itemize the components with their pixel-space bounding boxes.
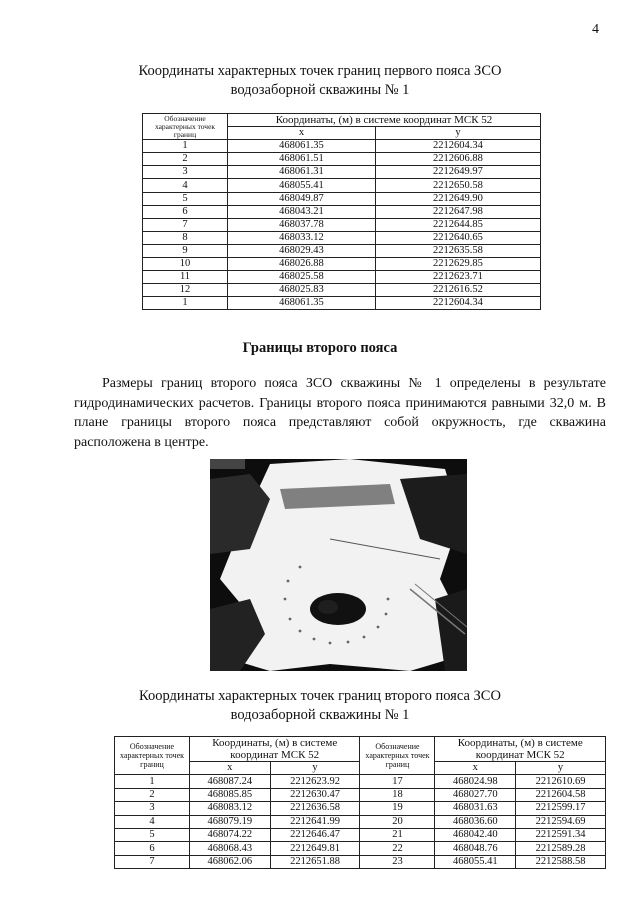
coord-x: 468061.31 — [228, 166, 376, 179]
coord-y: 2212606.88 — [375, 153, 540, 166]
coord-x: 468036.60 — [435, 815, 516, 828]
table-row — [115, 842, 606, 855]
coord-y: 2212635.58 — [375, 244, 540, 257]
point-number: 2 — [115, 788, 190, 801]
table2-header-y-left: у — [270, 762, 360, 775]
site-photo-graphic — [210, 459, 467, 671]
table1-header-x: х — [228, 127, 376, 140]
point-number: 1 — [143, 297, 228, 310]
point-number: 21 — [360, 828, 435, 841]
table-row — [143, 166, 541, 179]
table-row — [143, 153, 541, 166]
coord-x: 468087.24 — [190, 775, 271, 788]
point-number: 10 — [143, 258, 228, 271]
coord-y: 2212649.90 — [375, 192, 540, 205]
coord-x: 468079.19 — [190, 815, 271, 828]
point-number: 4 — [143, 179, 228, 192]
point-number: 17 — [360, 775, 435, 788]
table-row — [115, 815, 606, 828]
coord-x: 468027.70 — [435, 788, 516, 801]
point-number: 18 — [360, 788, 435, 801]
coord-x: 468049.87 — [228, 192, 376, 205]
coord-x: 468033.12 — [228, 231, 376, 244]
coord-y: 2212649.97 — [375, 166, 540, 179]
point-number: 7 — [115, 855, 190, 868]
section2-paragraph — [74, 374, 606, 452]
coord-y: 2212604.34 — [375, 297, 540, 310]
coord-x: 468055.41 — [228, 179, 376, 192]
coord-y: 2212651.88 — [270, 855, 360, 868]
point-number: 23 — [360, 855, 435, 868]
point-number: 6 — [115, 842, 190, 855]
point-number: 1 — [115, 775, 190, 788]
table-row — [115, 775, 606, 788]
site-aerial-photo — [210, 459, 467, 671]
table-row — [143, 192, 541, 205]
point-number: 5 — [143, 192, 228, 205]
table-row — [143, 179, 541, 192]
coord-x: 468061.51 — [228, 153, 376, 166]
coord-y: 2212641.99 — [270, 815, 360, 828]
coord-x: 468083.12 — [190, 802, 271, 815]
point-number: 9 — [143, 244, 228, 257]
table-row — [143, 258, 541, 271]
coord-y: 2212588.58 — [516, 855, 606, 868]
table1-caption-line1: Координаты характерных точек границ первого пояса ЗСО — [138, 63, 502, 79]
table2-caption-line1: Координаты характерных точек границ второго пояса ЗСО — [139, 688, 501, 704]
table1-header-coords: Координаты, (м) в системе координат МСК 52 — [228, 114, 541, 127]
coord-x: 468061.35 — [228, 140, 376, 153]
coord-x: 468068.43 — [190, 842, 271, 855]
table2-header-coords-right: Координаты, (м) в системе координат МСК 52 — [435, 737, 606, 762]
coord-y: 2212591.34 — [516, 828, 606, 841]
point-number: 1 — [143, 140, 228, 153]
table2-header-x-left: х — [190, 762, 271, 775]
coord-y: 2212650.58 — [375, 179, 540, 192]
coord-y: 2212599.17 — [516, 802, 606, 815]
coord-y: 2212616.52 — [375, 284, 540, 297]
coord-y: 2212649.81 — [270, 842, 360, 855]
coord-x: 468037.78 — [228, 218, 376, 231]
table2-header-coords-left: Координаты, (м) в системе координат МСК 52 — [190, 737, 360, 762]
coord-y: 2212589.28 — [516, 842, 606, 855]
coord-y: 2212604.58 — [516, 788, 606, 801]
coord-x: 468048.76 — [435, 842, 516, 855]
point-number: 20 — [360, 815, 435, 828]
table-row — [143, 140, 541, 153]
coord-y: 2212640.65 — [375, 231, 540, 244]
table1-caption — [0, 62, 640, 100]
coord-x: 468031.63 — [435, 802, 516, 815]
point-number: 22 — [360, 842, 435, 855]
page-number: 4 — [592, 22, 599, 37]
coord-x: 468043.21 — [228, 205, 376, 218]
coord-x: 468061.35 — [228, 297, 376, 310]
table-row — [143, 231, 541, 244]
coord-y: 2212646.47 — [270, 828, 360, 841]
coord-y: 2212629.85 — [375, 258, 540, 271]
table2-header-x-right: х — [435, 762, 516, 775]
table2-header-point-right: Обозначение характерных точек границ — [360, 737, 435, 775]
coord-y: 2212636.58 — [270, 802, 360, 815]
coord-x: 468025.83 — [228, 284, 376, 297]
coord-x: 468062.06 — [190, 855, 271, 868]
point-number: 2 — [143, 153, 228, 166]
coord-y: 2212623.92 — [270, 775, 360, 788]
point-number: 8 — [143, 231, 228, 244]
table-row — [115, 802, 606, 815]
coord-x: 468025.58 — [228, 271, 376, 284]
coord-y: 2212644.85 — [375, 218, 540, 231]
section2-paragraph-text: Размеры границ второго пояса ЗСО скважины № 1 определены в результате гидродинамических расчетов. Границы второго пояса принимаются равными 32,0 м. В плане границы второго пояса представляют собой окружность, где скважина расположена в центре. — [74, 376, 606, 450]
point-number: 12 — [143, 284, 228, 297]
coord-x: 468055.41 — [435, 855, 516, 868]
table-row — [143, 271, 541, 284]
coord-x: 468074.22 — [190, 828, 271, 841]
table2-header-y-right: у — [516, 762, 606, 775]
table-row — [115, 828, 606, 841]
coord-y: 2212630.47 — [270, 788, 360, 801]
zone2-coordinates-table — [114, 736, 606, 869]
point-number: 6 — [143, 205, 228, 218]
section2-heading: Границы второго пояса — [242, 340, 398, 356]
point-number: 5 — [115, 828, 190, 841]
point-number: 4 — [115, 815, 190, 828]
coord-x: 468085.85 — [190, 788, 271, 801]
coord-x: 468026.88 — [228, 258, 376, 271]
coord-y: 2212623.71 — [375, 271, 540, 284]
coord-y: 2212647.98 — [375, 205, 540, 218]
coord-x: 468029.43 — [228, 244, 376, 257]
coord-y: 2212594.69 — [516, 815, 606, 828]
point-number: 7 — [143, 218, 228, 231]
table1-caption-line2: водозаборной скважины № 1 — [230, 82, 410, 98]
point-number: 19 — [360, 802, 435, 815]
coord-y: 2212604.34 — [375, 140, 540, 153]
table-row — [143, 284, 541, 297]
coord-x: 468024.98 — [435, 775, 516, 788]
table-row — [143, 244, 541, 257]
coord-y: 2212610.69 — [516, 775, 606, 788]
point-number: 11 — [143, 271, 228, 284]
point-number: 3 — [143, 166, 228, 179]
table-row — [143, 297, 541, 310]
table-row — [143, 205, 541, 218]
table2-caption — [0, 687, 640, 725]
point-number: 3 — [115, 802, 190, 815]
table2-caption-line2: водозаборной скважины № 1 — [230, 707, 410, 723]
table-row — [115, 788, 606, 801]
coord-x: 468042.40 — [435, 828, 516, 841]
zone1-coordinates-table — [142, 113, 541, 310]
table-row — [143, 218, 541, 231]
table-row — [115, 855, 606, 868]
table1-header-point: Обозначение характерных точек границ — [143, 114, 228, 140]
table1-header-y: у — [375, 127, 540, 140]
table2-header-point-left: Обозначение характерных точек границ — [115, 737, 190, 775]
